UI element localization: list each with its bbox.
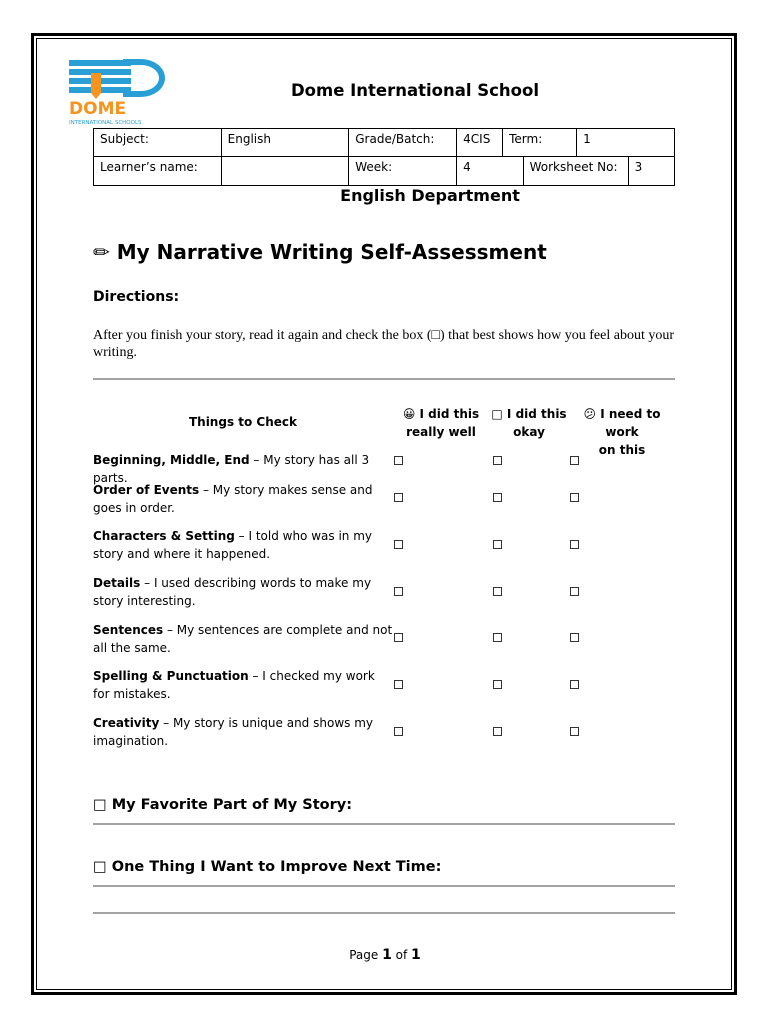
week-value[interactable]: 4 xyxy=(457,157,503,186)
week-label: Week: xyxy=(349,157,457,186)
learner-value[interactable] xyxy=(221,157,349,186)
divider-top xyxy=(93,378,675,380)
grade-value[interactable]: 4CIS xyxy=(457,129,503,157)
checkbox-need-work[interactable] xyxy=(570,493,579,502)
page-title: ✏ My Narrative Writing Self-Assessment xyxy=(93,240,547,264)
page-footer: Page 1 of 1 xyxy=(349,947,421,963)
checkbox-need-work[interactable] xyxy=(570,727,579,736)
checkbox-well[interactable] xyxy=(394,633,403,642)
school-logo xyxy=(67,57,165,127)
header-did-well: 😀 I did this really well xyxy=(402,407,480,439)
checkbox-well[interactable] xyxy=(394,680,403,689)
checkbox-need-work[interactable] xyxy=(570,680,579,689)
row-text: Characters & Setting – I told who was in my story and where it happened. xyxy=(93,529,372,561)
row-text: Order of Events – My story makes sense and goes in order. xyxy=(93,483,373,515)
checkbox-okay[interactable] xyxy=(493,587,502,596)
term-value[interactable]: 1 xyxy=(577,129,675,157)
checkbox-need-work[interactable] xyxy=(570,540,579,549)
checkbox-well[interactable] xyxy=(394,727,403,736)
row-text: Spelling & Punctuation – I checked my work for mistakes. xyxy=(93,669,375,701)
department-heading: English Department xyxy=(340,186,520,205)
header-need-work: 😕 I need to work on this xyxy=(583,407,661,457)
checkbox-well[interactable] xyxy=(394,456,403,465)
grade-label: Grade/Batch: xyxy=(349,129,457,157)
checkbox-well[interactable] xyxy=(394,587,403,596)
info-table xyxy=(93,128,675,186)
row-text: Details – I used describing words to make my story interesting. xyxy=(93,576,372,608)
subject-label: Subject: xyxy=(94,129,222,157)
header-did-okay: □ I did this okay xyxy=(491,407,567,439)
checkbox-okay[interactable] xyxy=(493,680,502,689)
checkbox-well[interactable] xyxy=(394,493,403,502)
row-text: Sentences – My sentences are complete and not all the same. xyxy=(93,623,393,655)
improve-line-1[interactable] xyxy=(93,885,675,887)
row-text: Beginning, Middle, End – My story has all 3 parts. xyxy=(93,453,370,485)
school-name: Dome International School xyxy=(290,81,540,100)
checkbox-need-work[interactable] xyxy=(570,587,579,596)
learner-label: Learner’s name: xyxy=(94,157,222,186)
checkbox-need-work[interactable] xyxy=(570,456,579,465)
directions-heading: Directions: xyxy=(93,289,180,305)
subject-value[interactable]: English xyxy=(221,129,349,157)
improve-line-2[interactable] xyxy=(93,912,675,914)
checkbox-okay[interactable] xyxy=(493,540,502,549)
worksheet-value[interactable]: 3 xyxy=(634,160,643,174)
checkbox-okay[interactable] xyxy=(493,493,502,502)
checkbox-okay[interactable] xyxy=(493,456,502,465)
directions-text: After you finish your story, read it again and check the box (□) that best shows how you feel about your writing. xyxy=(93,328,675,360)
improve-heading: □ One Thing I Want to Improve Next Time: xyxy=(93,859,442,875)
header-things-to-check: Things to Check xyxy=(188,415,298,429)
checkbox-need-work[interactable] xyxy=(570,633,579,642)
page-total: 1 xyxy=(411,947,421,963)
page-number: 1 xyxy=(382,947,392,963)
worksheet-cell xyxy=(503,157,675,186)
worksheet-label: Worksheet No: xyxy=(523,157,629,185)
row-text: Creativity – My story is unique and shows my imagination. xyxy=(93,716,373,748)
logo-subtext: INTERNATIONAL SCHOOLS xyxy=(69,120,142,126)
checkbox-well[interactable] xyxy=(394,540,403,549)
logo-text: DOME xyxy=(69,99,127,119)
favorite-part-line[interactable] xyxy=(93,823,675,825)
checkbox-okay[interactable] xyxy=(493,633,502,642)
checkbox-okay[interactable] xyxy=(493,727,502,736)
favorite-part-heading: □ My Favorite Part of My Story: xyxy=(93,797,353,813)
term-label: Term: xyxy=(503,129,577,157)
